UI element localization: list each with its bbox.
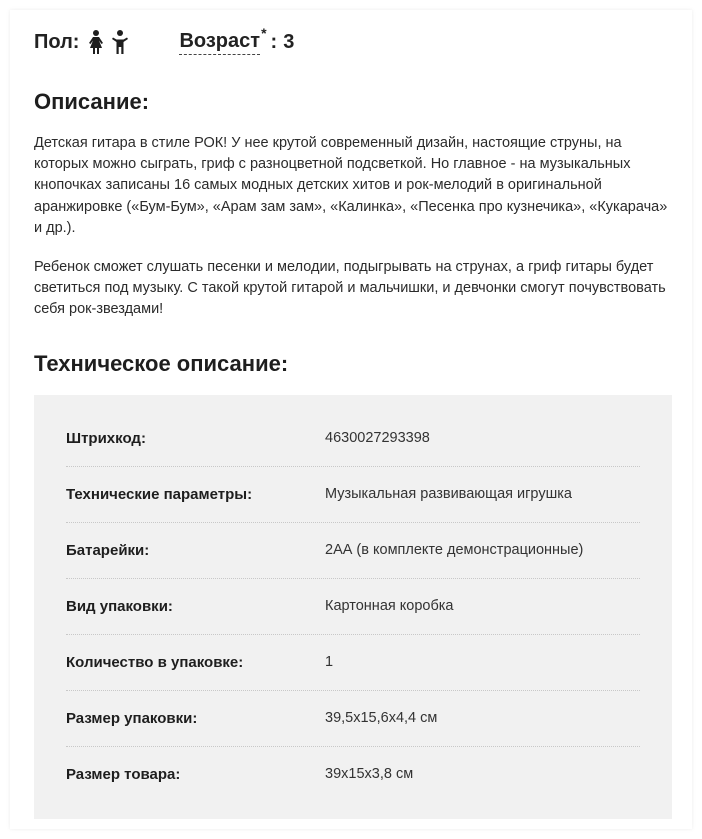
tech-row-parameters <box>66 466 640 523</box>
description-paragraph: Детская гитара в стиле РОК! У нее крутой современный дизайн, настоящие струны, на которых можно сыграть, гриф с разноцветной подсветкой. Но главное - на музыкальных кнопочках записаны 16 самых модных детских хитов и рок-мелодий в оригинальной аранжировке («Бум-Бум», «Арам зам зам», «Калинка», «Песенка про кузнечика», «Кукарача» и др.). <box>34 135 668 236</box>
tech-row-product-size <box>66 746 640 802</box>
tech-value: Картонная коробка <box>325 598 454 614</box>
girl-icon <box>87 29 105 55</box>
tech-key: Размер упаковки: <box>66 709 198 727</box>
tech-value: Музыкальная развивающая игрушка <box>325 486 572 502</box>
tech-value: 2АА (в комплекте демонстрационные) <box>325 542 584 558</box>
tech-key: Штрихкод: <box>66 429 146 447</box>
tech-row-package-size <box>66 690 640 747</box>
tech-value: 4630027293398 <box>325 430 430 446</box>
tech-value: 1 <box>325 654 334 670</box>
boy-icon <box>111 29 129 55</box>
description-paragraph: Ребенок сможет слушать песенки и мелодии, подыгрывать на струнах, а гриф гитары будет светиться под музыку. С такой крутой гитарой и мальчишки, и девчонки смогут почувствовать себя рок-звездами! <box>34 259 666 318</box>
tech-key: Вид упаковки: <box>66 597 173 615</box>
tech-row-barcode <box>66 410 640 467</box>
tech-key: Батарейки: <box>66 541 150 559</box>
gender-label: Пол: <box>34 30 80 53</box>
age-footnote-mark: * <box>261 25 267 41</box>
tech-value: 39х15х3,8 см <box>325 766 414 782</box>
tech-heading: Техническое описание: <box>34 351 289 376</box>
tech-value: 39,5х15,6х4,4 см <box>325 710 438 726</box>
age-block <box>179 25 295 55</box>
tech-key: Технические параметры: <box>66 485 253 503</box>
tech-specs-table <box>34 395 672 819</box>
tech-key: Размер товара: <box>66 765 181 783</box>
tech-key: Количество в упаковке: <box>66 653 244 671</box>
age-value: 3 <box>283 30 295 53</box>
tech-row-batteries <box>66 522 640 579</box>
tech-row-package-quantity <box>66 634 640 691</box>
product-meta <box>34 26 294 58</box>
description-heading: Описание: <box>34 89 150 114</box>
age-label[interactable]: Возраст <box>179 30 260 55</box>
age-colon: : <box>270 30 278 53</box>
tech-row-package-type <box>66 578 640 635</box>
